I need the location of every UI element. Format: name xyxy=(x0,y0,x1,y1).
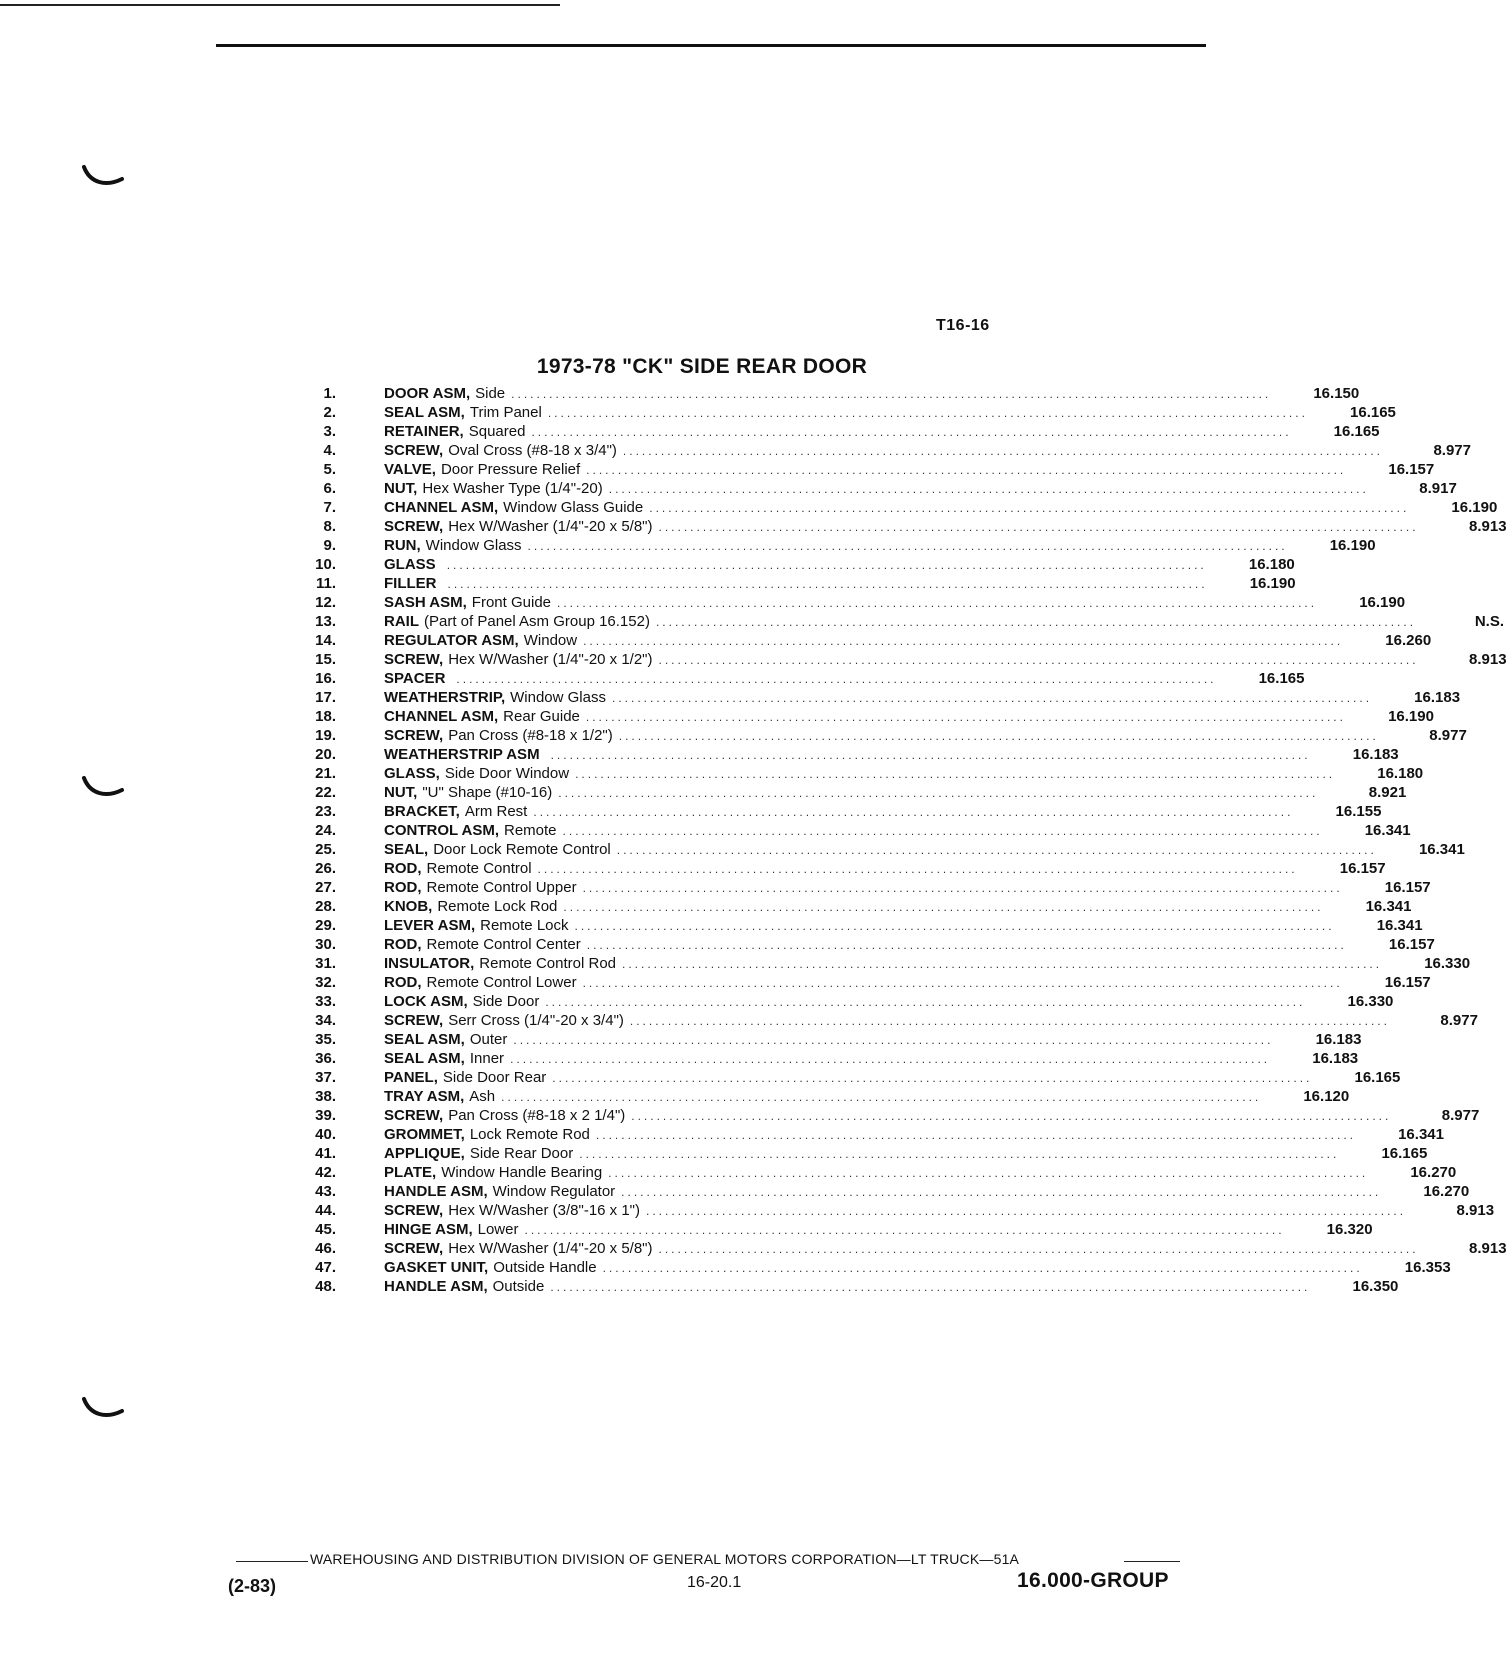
part-description: Remote xyxy=(504,822,557,839)
part-number: 7. xyxy=(323,499,336,516)
part-group-number: 16.330 xyxy=(1347,993,1394,1010)
part-group-number: 16.270 xyxy=(1423,1183,1470,1200)
table-row xyxy=(290,1163,1457,1182)
table-row xyxy=(290,973,1431,992)
part-description: Remote Control Rod xyxy=(479,955,617,972)
table-row xyxy=(290,935,1435,954)
table-row xyxy=(290,422,1380,441)
part-name: SCREW, xyxy=(384,1012,444,1029)
part-number: 16. xyxy=(315,670,336,687)
part-name: GLASS, xyxy=(384,765,440,782)
part-description: Inner xyxy=(469,1050,505,1067)
part-description: Remote Lock Rod xyxy=(437,898,558,915)
dot-leader: ........................................................................................................................ xyxy=(552,1071,1313,1085)
part-name: KNOB, xyxy=(384,898,433,915)
part-name: GASKET UNIT, xyxy=(384,1259,489,1276)
part-name: APPLIQUE, xyxy=(384,1145,465,1162)
part-name: DOOR ASM, xyxy=(384,385,471,402)
footer-publisher: WAREHOUSING AND DISTRIBUTION DIVISION OF GENERAL MOTORS CORPORATION—LT TRUCK—51A xyxy=(310,1551,1020,1567)
page-code: T16-16 xyxy=(936,317,990,334)
part-name: LEVER ASM, xyxy=(384,917,476,934)
part-name: SCREW, xyxy=(384,518,444,535)
dot-leader: ........................................................................................................................ xyxy=(586,938,1347,952)
part-number: 37. xyxy=(315,1069,336,1086)
part-group-number: 16.341 xyxy=(1364,822,1411,839)
part-name: GLASS xyxy=(384,556,436,573)
table-row xyxy=(290,1068,1401,1087)
table-row xyxy=(290,1220,1373,1239)
part-group-number: N.S. xyxy=(1474,613,1505,630)
part-group-number: 16.180 xyxy=(1377,765,1424,782)
table-row xyxy=(290,612,1505,631)
table-row xyxy=(290,821,1411,840)
part-group-number: 16.190 xyxy=(1388,708,1434,725)
dot-leader: ........................................................................................................................ xyxy=(513,1033,1274,1047)
part-name: LOCK ASM, xyxy=(384,993,468,1010)
part-description: Remote Control Lower xyxy=(426,974,577,991)
part-number: 38. xyxy=(315,1088,336,1105)
part-group-number: 8.917 xyxy=(1419,480,1457,497)
table-row xyxy=(290,1049,1359,1068)
part-description: Window Glass Guide xyxy=(503,499,644,516)
dot-leader: ........................................................................................................................ xyxy=(531,425,1292,439)
footer-page-number: 16-20.1 xyxy=(687,1574,742,1591)
part-group-number: 16.120 xyxy=(1303,1088,1350,1105)
dot-leader: ........................................................................................................................ xyxy=(585,710,1346,724)
part-group-number: 16.165 xyxy=(1350,404,1396,421)
dot-leader: ........................................................................................................................ xyxy=(658,520,1419,534)
part-group-number: 16.165 xyxy=(1354,1069,1401,1086)
table-row xyxy=(290,1030,1362,1049)
part-number: 47. xyxy=(315,1259,336,1276)
part-name: ROD, xyxy=(384,974,422,991)
part-group-number: 16.183 xyxy=(1312,1050,1359,1067)
table-row xyxy=(290,954,1471,973)
part-number: 21. xyxy=(315,765,336,782)
part-number: 26. xyxy=(315,860,336,877)
part-name: GROMMET, xyxy=(384,1126,465,1143)
dot-leader: ........................................................................................................................ xyxy=(582,976,1343,990)
part-description: Hex W/Washer (3/8"-16 x 1") xyxy=(448,1202,640,1219)
table-row xyxy=(290,878,1431,897)
part-description: Remote Control Center xyxy=(426,936,581,953)
table-row xyxy=(290,726,1467,745)
table-row xyxy=(290,1239,1507,1258)
part-description: Window Regulator xyxy=(492,1183,616,1200)
dot-leader: ........................................................................................................................ xyxy=(550,1280,1311,1294)
part-number: 8. xyxy=(323,518,336,535)
footer-date: (2-83) xyxy=(228,1576,277,1596)
part-number: 48. xyxy=(315,1278,336,1295)
dot-leader: ........................................................................................................................ xyxy=(524,1223,1285,1237)
part-name: FILLER xyxy=(384,575,437,592)
part-name: TRAY ASM, xyxy=(384,1088,465,1105)
part-description: Remote Control xyxy=(426,860,532,877)
table-row xyxy=(290,802,1382,821)
part-group-number: 16.165 xyxy=(1258,670,1305,687)
table-row xyxy=(290,479,1457,498)
dot-leader: ........................................................................................................................ xyxy=(456,672,1217,686)
part-description: Trim Panel xyxy=(469,404,542,421)
part-name: SCREW, xyxy=(384,1240,444,1257)
part-name: NUT, xyxy=(384,480,418,497)
dot-leader: ........................................................................................................................ xyxy=(655,615,1417,629)
part-number: 4. xyxy=(323,442,336,459)
part-group-number: 8.921 xyxy=(1368,784,1407,801)
table-row xyxy=(290,897,1412,916)
part-number: 13. xyxy=(315,613,336,630)
dot-leader: ........................................................................................................................ xyxy=(618,729,1379,743)
dot-leader: ........................................................................................................................ xyxy=(608,1166,1369,1180)
part-number: 12. xyxy=(315,594,336,611)
part-number: 1. xyxy=(323,385,336,402)
dot-leader: ........................................................................................................................ xyxy=(622,444,1383,458)
dot-leader: ........................................................................................................................ xyxy=(446,558,1207,572)
part-number: 14. xyxy=(315,632,336,649)
dot-leader: ........................................................................................................................ xyxy=(586,463,1347,477)
part-description: Window Glass xyxy=(510,689,606,706)
part-name: SASH ASM, xyxy=(384,594,467,611)
part-group-number: 16.341 xyxy=(1376,917,1423,934)
part-description: Lock Remote Rod xyxy=(469,1126,590,1143)
dot-leader: ........................................................................................................................ xyxy=(558,786,1319,800)
header-rule xyxy=(216,44,1206,47)
part-group-number: 16.190 xyxy=(1359,594,1406,611)
part-number: 10. xyxy=(315,556,336,573)
part-description: Hex W/Washer (1/4"-20 x 5/8") xyxy=(448,1240,653,1257)
part-group-number: 16.150 xyxy=(1313,385,1360,402)
dot-leader: ........................................................................................................................ xyxy=(608,482,1369,496)
part-group-number: 16.183 xyxy=(1352,746,1399,763)
dot-leader: ........................................................................................................................ xyxy=(563,900,1324,914)
table-row xyxy=(290,764,1424,783)
table-row xyxy=(290,498,1498,517)
part-name: CONTROL ASM, xyxy=(384,822,499,839)
dot-leader: ........................................................................................................................ xyxy=(622,957,1383,971)
part-number: 44. xyxy=(315,1202,336,1219)
part-description: Lower xyxy=(477,1221,519,1238)
part-name: ROD, xyxy=(384,860,422,877)
part-group-number: 16.183 xyxy=(1315,1031,1362,1048)
part-number: 35. xyxy=(315,1031,336,1048)
part-name: SCREW, xyxy=(384,1107,444,1124)
part-description: Squared xyxy=(468,423,526,440)
part-description: Door Pressure Relief xyxy=(440,461,581,478)
dot-leader: ........................................................................................................................ xyxy=(447,577,1208,591)
part-group-number: 16.341 xyxy=(1365,898,1412,915)
part-group-number: 8.913 xyxy=(1469,651,1507,668)
part-number: 11. xyxy=(315,575,336,592)
part-number: 43. xyxy=(315,1183,336,1200)
table-row xyxy=(290,1106,1480,1125)
part-number: 2. xyxy=(323,404,336,421)
footer-rule-left xyxy=(236,1561,308,1562)
part-group-number: 16.330 xyxy=(1424,955,1471,972)
table-row xyxy=(290,555,1295,574)
table-row xyxy=(290,916,1423,935)
part-description: Window Handle Bearing xyxy=(441,1164,603,1181)
dot-leader: ........................................................................................................................ xyxy=(547,406,1308,420)
part-group-number: 16.190 xyxy=(1329,537,1376,554)
part-group-number: 16.320 xyxy=(1326,1221,1373,1238)
binder-hole-mark-bottom xyxy=(82,1397,126,1421)
part-name: NUT, xyxy=(384,784,418,801)
part-name: CHANNEL ASM, xyxy=(384,499,499,516)
part-group-number: 16.155 xyxy=(1335,803,1382,820)
part-description: Side Door Window xyxy=(444,765,570,782)
part-number: 41. xyxy=(315,1145,336,1162)
part-group-number: 16.190 xyxy=(1451,499,1498,516)
part-name: INSULATOR, xyxy=(384,955,475,972)
part-name: VALVE, xyxy=(384,461,436,478)
part-number: 17. xyxy=(315,689,336,706)
part-name: RUN, xyxy=(384,537,421,554)
part-description: Side xyxy=(475,385,506,402)
table-row xyxy=(290,707,1434,726)
dot-leader: ........................................................................................................................ xyxy=(557,596,1318,610)
table-row xyxy=(290,593,1406,612)
table-row xyxy=(290,650,1507,669)
table-row xyxy=(290,631,1432,650)
dot-leader: ........................................................................................................................ xyxy=(602,1261,1363,1275)
part-group-number: 8.913 xyxy=(1469,518,1507,535)
part-description: Serr Cross (1/4"-20 x 3/4") xyxy=(448,1012,624,1029)
table-row xyxy=(290,460,1435,479)
part-number: 19. xyxy=(315,727,336,744)
part-group-number: 16.157 xyxy=(1384,974,1431,991)
part-group-number: 8.977 xyxy=(1429,727,1467,744)
part-number: 31. xyxy=(315,955,336,972)
part-name: ROD, xyxy=(384,936,422,953)
footer-rule-right xyxy=(1124,1561,1180,1562)
part-number: 36. xyxy=(315,1050,336,1067)
table-row xyxy=(290,745,1399,764)
part-description: Side Door Rear xyxy=(442,1069,547,1086)
part-description: Window xyxy=(523,632,578,649)
part-group-number: 16.260 xyxy=(1385,632,1432,649)
dot-leader: ........................................................................................................................ xyxy=(611,691,1373,705)
part-group-number: 16.353 xyxy=(1404,1259,1451,1276)
part-name: WEATHERSTRIP, xyxy=(384,689,506,706)
part-description: Outside xyxy=(492,1278,545,1295)
dot-leader: ........................................................................................................................ xyxy=(616,843,1377,857)
part-group-number: 16.157 xyxy=(1388,936,1435,953)
binder-hole-mark-top xyxy=(82,165,126,189)
part-name: HINGE ASM, xyxy=(384,1221,473,1238)
part-number: 34. xyxy=(315,1012,336,1029)
part-description: Hex W/Washer (1/4"-20 x 5/8") xyxy=(448,518,653,535)
dot-leader: ........................................................................................................................ xyxy=(579,1147,1340,1161)
part-name: CHANNEL ASM, xyxy=(384,708,499,725)
table-row xyxy=(290,384,1360,403)
dot-leader: ........................................................................................................................ xyxy=(583,634,1344,648)
part-number: 46. xyxy=(315,1240,336,1257)
part-name: RETAINER, xyxy=(384,423,464,440)
table-row xyxy=(290,574,1296,593)
part-number: 9. xyxy=(323,537,336,554)
part-number: 40. xyxy=(315,1126,336,1143)
table-row xyxy=(290,1258,1451,1277)
dot-leader: ........................................................................................................................ xyxy=(510,1052,1271,1066)
dot-leader: ........................................................................................................................ xyxy=(582,881,1343,895)
dot-leader: ........................................................................................................................ xyxy=(545,995,1306,1009)
part-number: 45. xyxy=(315,1221,336,1238)
part-group-number: 16.157 xyxy=(1384,879,1431,896)
part-number: 32. xyxy=(315,974,336,991)
table-row xyxy=(290,1277,1399,1296)
part-name: HANDLE ASM, xyxy=(384,1183,488,1200)
dot-leader: ........................................................................................................................ xyxy=(658,653,1419,667)
part-description: (Part of Panel Asm Group 16.152) xyxy=(424,613,650,630)
table-row xyxy=(290,688,1461,707)
dot-leader: ........................................................................................................................ xyxy=(631,1109,1392,1123)
part-number: 28. xyxy=(315,898,336,915)
part-number: 42. xyxy=(315,1164,336,1181)
part-number: 5. xyxy=(323,461,336,478)
part-description: Front Guide xyxy=(471,594,552,611)
part-description: Pan Cross (#8-18 x 1/2") xyxy=(448,727,613,744)
part-description: Rear Guide xyxy=(503,708,580,725)
part-group-number: 16.341 xyxy=(1418,841,1465,858)
part-description: Pan Cross (#8-18 x 2 1/4") xyxy=(448,1107,626,1124)
part-name: ROD, xyxy=(384,879,422,896)
part-group-number: 16.190 xyxy=(1249,575,1296,592)
table-row xyxy=(290,783,1407,802)
part-description: "U" Shape (#10-16) xyxy=(422,784,553,801)
part-group-number: 16.165 xyxy=(1381,1145,1428,1162)
part-description: Door Lock Remote Control xyxy=(433,841,611,858)
parts-list xyxy=(290,384,1507,1296)
part-description: Side Rear Door xyxy=(469,1145,574,1162)
part-number: 27. xyxy=(315,879,336,896)
part-name: SEAL, xyxy=(384,841,429,858)
dot-leader: ........................................................................................................................ xyxy=(574,919,1335,933)
dot-leader: ........................................................................................................................ xyxy=(621,1185,1382,1199)
footer-group: 16.000-GROUP xyxy=(1017,1569,1169,1592)
part-group-number: 16.157 xyxy=(1388,461,1435,478)
dot-leader: ........................................................................................................................ xyxy=(511,387,1272,401)
dot-leader: ........................................................................................................................ xyxy=(575,767,1336,781)
table-row xyxy=(290,1125,1444,1144)
part-name: SEAL ASM, xyxy=(384,1050,465,1067)
part-name: SEAL ASM, xyxy=(384,404,465,421)
part-group-number: 8.913 xyxy=(1469,1240,1507,1257)
part-group-number: 8.977 xyxy=(1441,1107,1480,1124)
part-group-number: 8.913 xyxy=(1456,1202,1495,1219)
dot-leader: ........................................................................................................................ xyxy=(527,539,1288,553)
part-group-number: 8.977 xyxy=(1440,1012,1478,1029)
table-row xyxy=(290,403,1396,422)
dot-leader: ........................................................................................................................ xyxy=(501,1090,1262,1104)
table-row xyxy=(290,1144,1428,1163)
part-number: 18. xyxy=(315,708,336,725)
part-number: 30. xyxy=(315,936,336,953)
part-number: 29. xyxy=(315,917,336,934)
part-number: 6. xyxy=(323,480,336,497)
part-group-number: 16.165 xyxy=(1333,423,1380,440)
table-row xyxy=(290,441,1471,460)
part-description: Arm Rest xyxy=(464,803,528,820)
table-row xyxy=(290,840,1465,859)
table-row xyxy=(290,1087,1350,1106)
part-number: 39. xyxy=(315,1107,336,1124)
dot-leader: ........................................................................................................................ xyxy=(646,1204,1407,1218)
binder-hole-mark-middle xyxy=(82,776,126,800)
part-name: SCREW, xyxy=(384,442,444,459)
part-number: 22. xyxy=(315,784,336,801)
part-name: SCREW, xyxy=(384,727,444,744)
part-name: WEATHERSTRIP ASM xyxy=(384,746,540,763)
page-title: 1973-78 "CK" SIDE REAR DOOR xyxy=(536,355,868,378)
part-name: SPACER xyxy=(384,670,446,687)
part-number: 23. xyxy=(315,803,336,820)
top-edge-rule xyxy=(0,4,560,6)
table-row xyxy=(290,536,1376,555)
part-number: 33. xyxy=(315,993,336,1010)
part-number: 15. xyxy=(315,651,336,668)
part-group-number: 16.350 xyxy=(1352,1278,1399,1295)
part-number: 24. xyxy=(315,822,336,839)
table-row xyxy=(290,1182,1470,1201)
dot-leader: ........................................................................................................................ xyxy=(595,1128,1356,1142)
table-row xyxy=(290,992,1394,1011)
part-group-number: 16.157 xyxy=(1339,860,1386,877)
part-description: Oval Cross (#8-18 x 3/4") xyxy=(448,442,617,459)
part-name: REGULATOR ASM, xyxy=(384,632,519,649)
part-name: SCREW, xyxy=(384,651,444,668)
part-description: Hex Washer Type (1/4"-20) xyxy=(422,480,603,497)
part-description: Outside Handle xyxy=(493,1259,597,1276)
part-description: Window Glass xyxy=(425,537,522,554)
part-description: Hex W/Washer (1/4"-20 x 1/2") xyxy=(448,651,653,668)
part-name: PANEL, xyxy=(384,1069,438,1086)
part-number: 25. xyxy=(315,841,336,858)
part-description: Ash xyxy=(469,1088,496,1105)
table-row xyxy=(290,517,1507,536)
part-number: 20. xyxy=(315,746,336,763)
part-number: 3. xyxy=(323,423,336,440)
part-name: PLATE, xyxy=(384,1164,437,1181)
part-group-number: 8.977 xyxy=(1433,442,1471,459)
table-row xyxy=(290,1011,1478,1030)
part-description: Outer xyxy=(469,1031,508,1048)
part-name: RAIL xyxy=(384,613,419,630)
part-name: BRACKET, xyxy=(384,803,460,820)
part-description: Remote Control Upper xyxy=(426,879,577,896)
part-group-number: 16.270 xyxy=(1410,1164,1457,1181)
dot-leader: ........................................................................................................................ xyxy=(550,748,1311,762)
part-name: SEAL ASM, xyxy=(384,1031,465,1048)
table-row xyxy=(290,859,1386,878)
part-description: Remote Lock xyxy=(480,917,569,934)
table-row xyxy=(290,669,1305,688)
part-name: HANDLE ASM, xyxy=(384,1278,488,1295)
dot-leader: ........................................................................................................................ xyxy=(537,862,1298,876)
dot-leader: ........................................................................................................................ xyxy=(562,824,1323,838)
dot-leader: ........................................................................................................................ xyxy=(658,1242,1419,1256)
part-group-number: 16.183 xyxy=(1414,689,1461,706)
part-group-number: 16.341 xyxy=(1398,1126,1444,1143)
dot-leader: ........................................................................................................................ xyxy=(533,805,1294,819)
part-description: Side Door xyxy=(472,993,540,1010)
table-row xyxy=(290,1201,1495,1220)
dot-leader: ........................................................................................................................ xyxy=(629,1014,1390,1028)
part-name: SCREW, xyxy=(384,1202,444,1219)
part-group-number: 16.180 xyxy=(1248,556,1295,573)
dot-leader: ........................................................................................................................ xyxy=(649,501,1410,515)
